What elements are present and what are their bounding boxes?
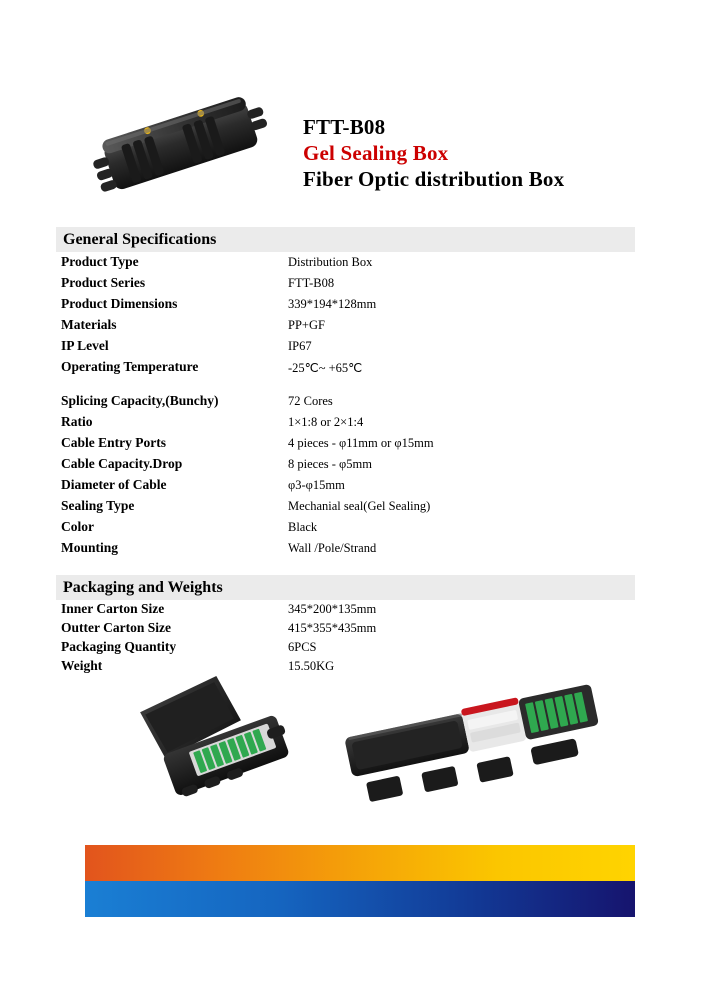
spec-value: 72 Cores <box>288 394 333 408</box>
spec-row <box>56 477 635 498</box>
header <box>0 72 707 217</box>
spec-row <box>56 359 635 393</box>
spec-label: Splicing Capacity,(Bunchy) <box>61 393 219 408</box>
spec-label: Outter Carton Size <box>61 620 171 635</box>
spec-row <box>56 393 635 414</box>
spec-row <box>56 435 635 456</box>
product-model: FTT-B08 <box>303 115 386 139</box>
section-heading-packaging-and-weights: Packaging and Weights <box>56 575 635 600</box>
spec-value: 8 pieces - φ5mm <box>288 457 372 471</box>
spec-value: Mechanial seal(Gel Sealing) <box>288 499 431 513</box>
spec-label: Inner Carton Size <box>61 601 165 616</box>
spec-label: Diameter of Cable <box>61 477 167 492</box>
spec-row <box>56 456 635 477</box>
spec-label: Mounting <box>61 540 119 555</box>
spec-value: 15.50KG <box>288 659 335 673</box>
spec-value: IP67 <box>288 339 312 353</box>
spec-row <box>56 620 635 639</box>
disassembled-components-illustration <box>330 672 630 812</box>
spec-label: IP Level <box>61 338 109 353</box>
spec-value: φ3-φ15mm <box>288 478 345 492</box>
spec-value: Wall /Pole/Strand <box>288 541 377 555</box>
spec-label: Weight <box>61 658 103 673</box>
spec-label: Product Dimensions <box>61 296 178 311</box>
spec-row <box>56 519 635 540</box>
spec-value: Black <box>288 520 318 534</box>
open-box-with-splice-trays-image <box>120 665 340 810</box>
spec-label: Materials <box>61 317 117 332</box>
spec-value: 345*200*135mm <box>288 602 377 616</box>
spec-label: Sealing Type <box>61 498 135 513</box>
spec-row <box>56 639 635 658</box>
spec-label: Color <box>61 519 94 534</box>
disassembled-box-components-image <box>330 672 630 812</box>
spec-row <box>56 414 635 435</box>
spec-row <box>56 338 635 359</box>
footer-accent-bar-orange <box>85 845 635 881</box>
spec-row <box>56 601 635 620</box>
open-box-illustration <box>120 665 340 810</box>
spec-value: 415*355*435mm <box>288 621 377 635</box>
fiber-optic-distribution-box-illustration <box>85 82 285 217</box>
spec-value: PP+GF <box>288 318 325 332</box>
spec-value: 6PCS <box>288 640 317 654</box>
spec-row <box>56 498 635 519</box>
product-title-block <box>303 114 564 192</box>
spec-row <box>56 317 635 338</box>
spec-label: Ratio <box>61 414 93 429</box>
spec-row <box>56 540 635 561</box>
spec-row <box>56 254 635 275</box>
spec-row <box>56 296 635 317</box>
section-heading-general-specifications: General Specifications <box>56 227 635 252</box>
spec-value: 339*194*128mm <box>288 297 377 311</box>
spec-label: Product Type <box>61 254 139 269</box>
product-category: Fiber Optic distribution Box <box>303 167 565 191</box>
product-subtitle: Gel Sealing Box <box>303 141 449 165</box>
spec-value: Distribution Box <box>288 255 373 269</box>
spec-label: Cable Entry Ports <box>61 435 166 450</box>
spec-label: Product Series <box>61 275 146 290</box>
spec-label: Cable Capacity.Drop <box>61 456 183 471</box>
spec-value: FTT-B08 <box>288 276 335 290</box>
spec-label: Packaging Quantity <box>61 639 177 654</box>
spec-table-general <box>56 254 635 561</box>
product-hero-image <box>85 82 285 217</box>
spec-label: Operating Temperature <box>61 359 199 374</box>
spec-value: -25℃~ +65℃ <box>288 361 363 375</box>
spec-row <box>56 275 635 296</box>
spec-value: 1×1:8 or 2×1:4 <box>288 415 364 429</box>
spec-value: 4 pieces - φ11mm or φ15mm <box>288 436 434 450</box>
footer-accent-bar-blue <box>85 881 635 917</box>
